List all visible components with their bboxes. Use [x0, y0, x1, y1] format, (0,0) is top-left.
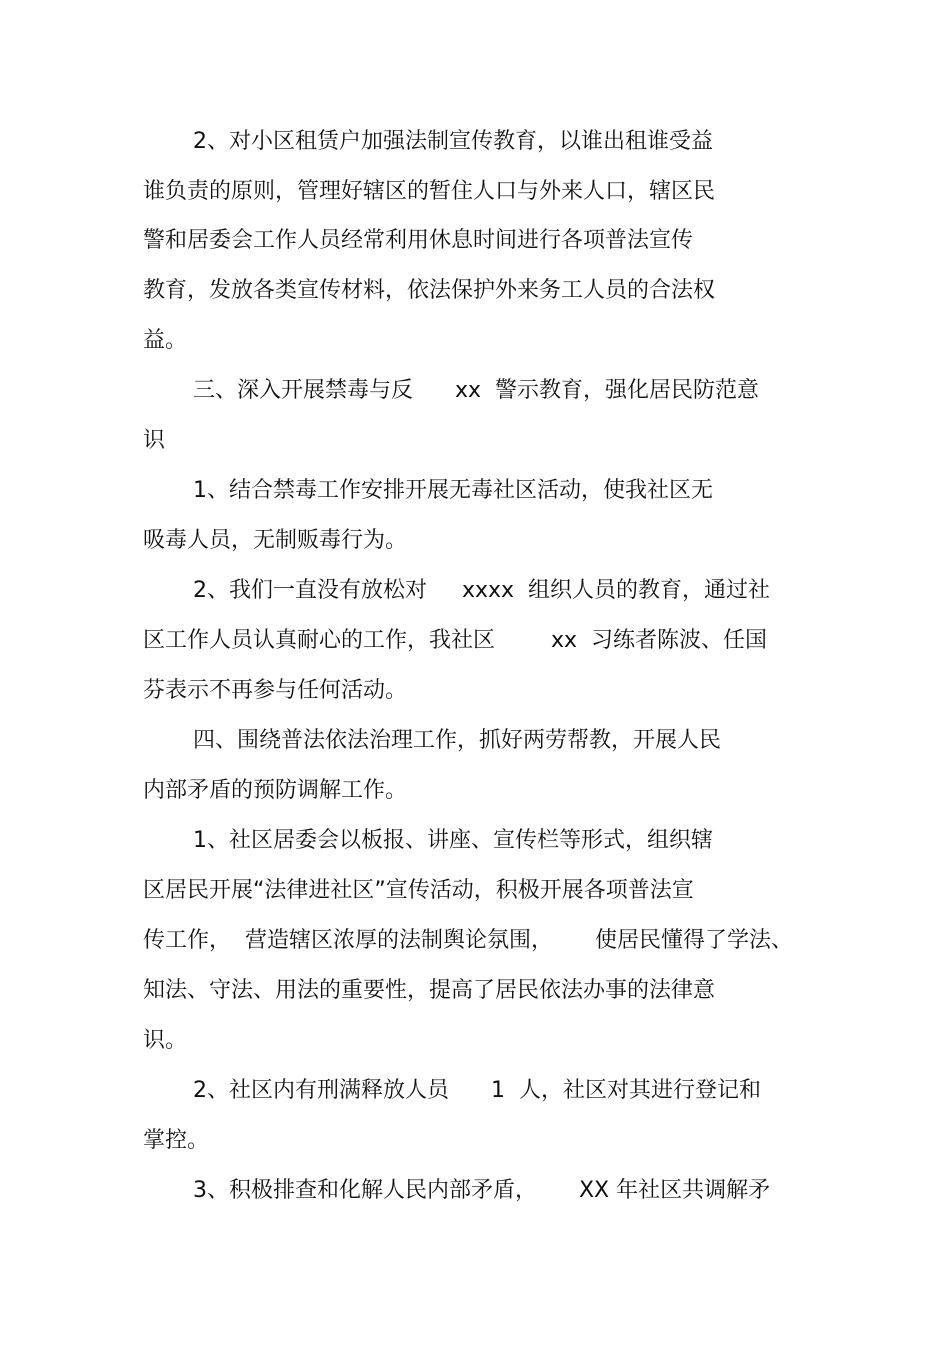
- text-line-9: 吸毒人员，无制贩毒行为。: [143, 528, 408, 553]
- text-line-14: 内部矛盾的预防调解工作。: [143, 778, 408, 803]
- text-line-10: 2、我们一直没有放松对 xxxx 组织人员的教育，通过社: [193, 578, 771, 603]
- text-line-13: 四、围绕普法依法治理工作，抓好两劳帮教，开展人民: [193, 728, 722, 753]
- text-line-7: 识: [143, 428, 166, 453]
- text-line-19: 识。: [143, 1028, 188, 1053]
- text-line-17: 传工作， 营造辖区浓厚的法制舆论氛围， 使居民懂得了学法、: [143, 928, 793, 953]
- text-line-1: 2、对小区租赁户加强法制宣传教育，以谁出租谁受益: [193, 129, 713, 154]
- text-line-12: 芬表示不再参与任何活动。: [143, 678, 408, 703]
- text-line-11: 区工作人员认真耐心的工作，我社区 xx 习练者陈波、任国: [143, 628, 767, 653]
- text-line-21: 掌控。: [143, 1128, 210, 1153]
- text-line-2: 谁负责的原则，管理好辖区的暂住人口与外来人口，辖区民: [143, 179, 716, 204]
- text-line-5: 益。: [143, 328, 188, 353]
- text-line-20: 2、社区内有刑满释放人员 1 人，社区对其进行登记和: [193, 1078, 761, 1103]
- text-line-4: 教育，发放各类宣传材料，依法保护外来务工人员的合法权: [143, 278, 716, 303]
- text-line-6: 三、深入开展禁毒与反 xx 警示教育，强化居民防范意: [193, 378, 759, 403]
- text-line-15: 1、社区居委会以板报、讲座、宣传栏等形式，组织辖: [193, 828, 713, 853]
- text-line-8: 1、结合禁毒工作安排开展无毒社区活动，使我社区无: [193, 478, 713, 503]
- text-line-18: 知法、守法、用法的重要性，提高了居民依法办事的法律意: [143, 978, 716, 1003]
- text-line-22: 3、积极排查和化解人民内部矛盾， XX 年社区共调解矛: [193, 1178, 771, 1203]
- text-line-3: 警和居委会工作人员经常利用休息时间进行各项普法宣传: [143, 228, 694, 253]
- text-line-16: 区居民开展“法律进社区”宣传活动，积极开展各项普法宣: [143, 878, 694, 903]
